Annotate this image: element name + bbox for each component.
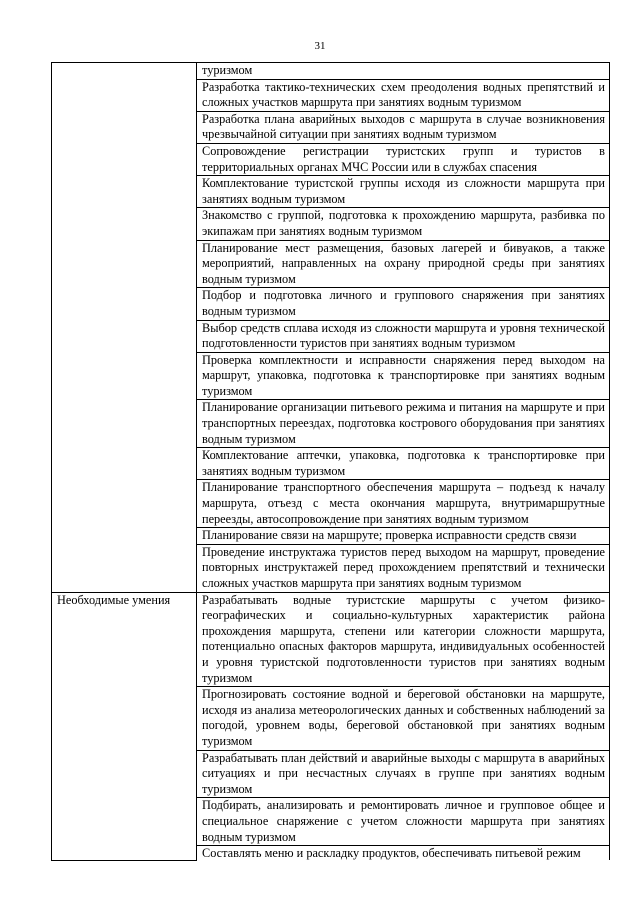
table-row xyxy=(52,63,610,80)
list-item: Знакомство с группой, подготовка к прохождению маршрута, разбивка по экипажам при занятиях водным туризмом xyxy=(197,208,610,240)
list-item: Планирование транспортного обеспечения маршрута – подъезд к началу маршрута, отъезд с места окончания маршрута, внутримаршрутные переезды, автосопровождение при занятиях водным туризмом xyxy=(197,480,610,528)
list-item: Проверка комплектности и исправности снаряжения перед выходом на маршрут, упаковка, подготовка к транспортировке при занятиях водным туризмом xyxy=(197,352,610,400)
requirements-table xyxy=(51,62,610,861)
list-item: Проведение инструктажа туристов перед выходом на маршрут, проведение повторных инструктажей перед прохождением препятствий и технически сложных участков маршрута при занятиях водным туризмом xyxy=(197,544,610,592)
table-row xyxy=(52,592,610,687)
list-item xyxy=(197,846,610,861)
list-item: Разработка плана аварийных выходов с маршрута в случае возникновения чрезвычайной ситуации при занятиях водным туризмом xyxy=(197,111,610,143)
list-item: Подбор и подготовка личного и группового снаряжения при занятиях водным туризмом xyxy=(197,288,610,320)
list-item: туризмом xyxy=(197,63,610,80)
list-item: Разрабатывать водные туристские маршруты с учетом физико-географических и социально-культурных характеристик района прохождения маршрута, степени или категории сложности маршрута, потенциально опасных факторов маршрута, индивидуальных особенностей и уровня туристской подготовленности туристов при занятиях водным туризмом xyxy=(197,592,610,687)
list-item: Разрабатывать план действий и аварийные выходы с маршрута в аварийных ситуациях и при несчастных случаях в группе при занятиях водным туризмом xyxy=(197,750,610,798)
list-item: Подбирать, анализировать и ремонтировать личное и групповое общее и специальное снаряжение с учетом сложности маршрута при занятиях водным туризмом xyxy=(197,798,610,846)
section-label: Необходимые умения xyxy=(52,592,197,860)
list-item: Разработка тактико-технических схем преодоления водных препятствий и сложных участков маршрута при занятиях водным туризмом xyxy=(197,79,610,111)
list-item: Планирование связи на маршруте; проверка исправности средств связи xyxy=(197,528,610,545)
page-number: 31 xyxy=(314,40,326,52)
list-item: Комплектование аптечки, упаковка, подготовка к транспортировке при занятиях водным туризмом xyxy=(197,448,610,480)
list-item: Планирование мест размещения, базовых лагерей и бивуаков, а также мероприятий, направленных на охрану природной среды при занятиях водным туризмом xyxy=(197,240,610,288)
list-item: Комплектование туристской группы исходя из сложности маршрута при занятиях водным туризмом xyxy=(197,176,610,208)
list-item: Сопровождение регистрации туристских групп и туристов в территориальных органах МЧС России или в службах спасения xyxy=(197,143,610,175)
list-item: Планирование организации питьевого режима и питания на маршруте и при транспортных переездах, подготовка кострового оборудования при занятиях водным туризмом xyxy=(197,400,610,448)
list-item: Прогнозировать состояние водной и береговой обстановки на маршруте, исходя из анализа метеорологических данных и собственных наблюдений за погодой, уровнем воды, береговой обстановкой при занятиях водным туризмом xyxy=(197,687,610,750)
list-item: Выбор средств сплава исходя из сложности маршрута и уровня технической подготовленности туристов при занятиях водным туризмом xyxy=(197,320,610,352)
list-item-text: Составлять меню и раскладку продуктов, обеспечивать питьевой режим xyxy=(202,846,581,861)
section-label xyxy=(52,63,197,593)
